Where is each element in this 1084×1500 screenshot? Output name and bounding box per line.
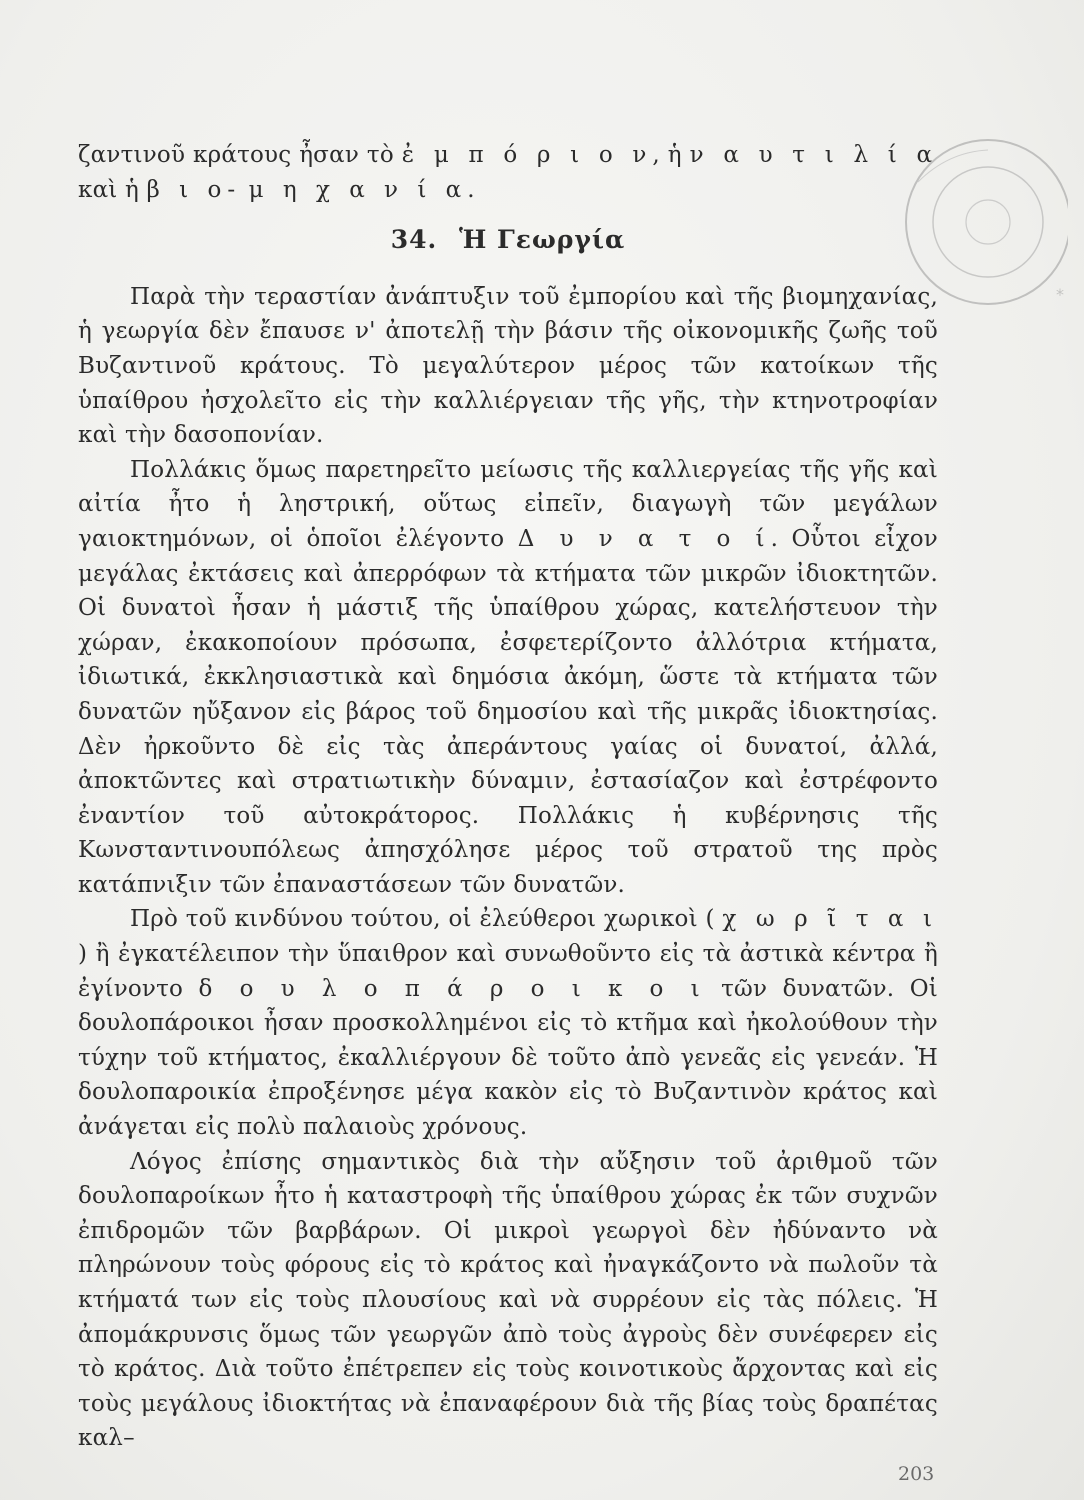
intro-text-4: .	[467, 176, 475, 203]
term-viomichania-1: β ι ο-	[146, 176, 242, 203]
paragraph-2-a: Πολλάκις ὅμως παρετηρεῖτο μείωσις τῆς καλλιεργείας τῆς γῆς καὶ αἰτία ἦτο ἡ ληστρική, οὕτως εἰπεῖν, διαγωγὴ τῶν μεγάλων γαιοκτημόνων, οἱ ὁποῖοι ἐλέγοντο	[78, 456, 938, 552]
section-number: 34.	[390, 225, 438, 255]
intro-lines	[78, 138, 938, 207]
body-text	[78, 138, 938, 1456]
page-number: 203	[898, 1463, 935, 1485]
intro-text-3: καὶ ἡ	[78, 176, 140, 203]
term-dynatoi: Δ υ ν α τ ο ί	[517, 525, 771, 552]
paragraph-2	[78, 453, 938, 903]
paragraph-3-a: Πρὸ τοῦ κινδύνου τούτου, οἱ ἐλεύθεροι χωρικοὶ (	[130, 906, 715, 933]
paragraph-2-b: . Οὗτοι εἶχον μεγάλας ἐκτάσεις καὶ ἀπερρόφων τὰ κτήματα τῶν μικρῶν ἰδιοκτητῶν. Οἱ δυνατοὶ ἦσαν ἡ μάστιξ τῆς ὑπαίθρου χώρας, κατελήστευον τὴν χώραν, ἐκακοποίουν πρόσωπα, ἐσφετερίζοντο ἀλλότρια κτήματα, ἰδιωτικά, ἐκκλησιαστικὰ καὶ δημόσια ἀκόμη, ὥστε τὰ κτήματα τῶν δυνατῶν ηὔξανον εἰς βάρος τοῦ δημοσίου καὶ τῆς μικρᾶς ἰδιοκτησίας. Δὲν ἠρκοῦντο δὲ εἰς τὰς ἀπεράντους γαίας οἱ δυνατοί, ἀλλά, ἀποκτῶντες καὶ στρατιωτικὴν δύναμιν, ἐστασίαζον καὶ ἐστρέφοντο ἐναντίον τοῦ αὐτοκράτορος. Πολλάκις ἡ κυβέρνησις τῆς Κωνσταντινουπόλεως ἀπησχόλησε μέρος τοῦ στρατοῦ της πρὸς κατάπνιξιν τῶν ἐπαναστάσεων τῶν δυνατῶν.	[78, 525, 938, 898]
section-title: Ἡ Γεωργία	[458, 225, 626, 255]
intro-text-1: ζαντινοῦ κράτους ἦσαν τὸ	[78, 142, 394, 168]
paragraph-1: Παρὰ τὴν τεραστίαν ἀνάπτυξιν τοῦ ἐμπορίου καὶ τῆς βιομηχανίας, ἡ γεωργία δὲν ἔπαυσε ν' ἀποτελῇ τὴν βάσιν τῆς οἰκονομικῆς ζωῆς τοῦ Βυζαντινοῦ κράτους. Τὸ μεγαλύτερον μέρος τῶν κατοίκων τῆς ὑπαίθρου ἠσχολεῖτο εἰς τὴν καλλιέργειαν τῆς γῆς, τὴν κτηνοτροφίαν καὶ τὴν δασοπονίαν.	[78, 283, 938, 449]
term-emporion: ἐ μ π ό ρ ι ο ν	[401, 142, 653, 168]
term-choritai: χ ω ρ ῖ τ α ι	[722, 906, 938, 933]
paragraph-3-c: τῶν δυνατῶν. Οἱ δουλοπάροικοι ἦσαν προσκολλημένοι εἰς τὸ κτῆμα καὶ ἠκολούθουν τὴν τύχην τοῦ κτήματος, ἐκαλλιέργουν δὲ τοῦτο ἀπὸ γενεᾶς εἰς γενεάν. Ἡ δουλοπαροικία ἐπροξένησε μέγα κακὸν εἰς τὸ Βυζαντινὸν κράτος καὶ ἀνάγεται εἰς πολὺ παλαιοὺς χρόνους.	[78, 975, 939, 1141]
section-heading	[78, 223, 938, 258]
paragraph-4: Λόγος ἐπίσης σημαντικὸς διὰ τὴν αὔξησιν τοῦ ἀριθμοῦ τῶν δουλοπαροίκων ἦτο ἡ καταστροφὴ τῆς ὑπαίθρου χώρας ἐκ τῶν συχνῶν ἐπιδρομῶν τῶν βαρβάρων. Οἱ μικροὶ γεωργοὶ δὲν ἠδύναντο νὰ πληρώνουν τοὺς φόρους εἰς τὸ κράτος καὶ ἠναγκάζοντο νὰ πωλοῦν τὰ κτήματά των εἰς τοὺς πλουσίους καὶ νὰ συρρέουν εἰς τὰς πόλεις. Ἡ ἀπομάκρυνσις ὅμως τῶν γεωργῶν ἀπὸ τοὺς ἀγροὺς δὲν συνέφερεν εἰς τὸ κράτος. Διὰ τοῦτο ἐπέτρεπεν εἰς τοὺς κοινοτικοὺς ἄρχοντας καὶ εἰς τοὺς μεγάλους ἰδιοκτήτας νὰ ἐπαναφέρουν διὰ τῆς βίας τοὺς δραπέτας καλ–	[78, 1148, 938, 1452]
svg-text:*: *	[1056, 285, 1064, 304]
paragraph-3-b: ) ἢ ἐγκατέλειπον τὴν ὕπαιθρον καὶ συνωθοῦντο εἰς τὰ ἀστικὰ κέντρα ἢ ἐγίνοντο	[78, 941, 938, 1002]
term-doulopároikoi: δ ο υ λ ο π ά ρ ο ι κ ο ι	[198, 975, 706, 1002]
term-viomichania-2: μ η χ α ν ί α	[248, 176, 468, 203]
paragraph-3	[78, 902, 938, 1144]
intro-text-2: , ἡ	[652, 142, 682, 168]
term-naftilia: ν α υ τ ι λ ί α	[689, 142, 938, 168]
